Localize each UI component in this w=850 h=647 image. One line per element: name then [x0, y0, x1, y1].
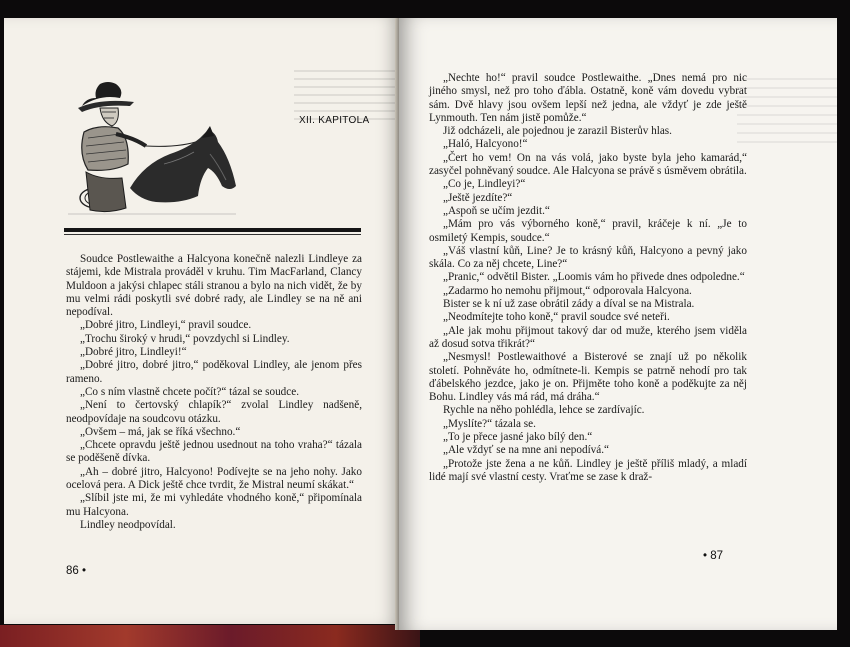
chapter-divider-thin — [64, 234, 361, 235]
paragraph: „Chcete opravdu ještě jednou usednout na toho vraha?“ tázala se poděšeně dívka. — [66, 439, 362, 465]
bleed-through-text — [737, 78, 837, 258]
book-cover-edge — [0, 625, 420, 647]
right-page-body — [429, 72, 747, 484]
paragraph: „Čert ho vem! On na vás volá, jako byste byla jeho kamarád,“ zasyčel pohněvaný soudce. Ale Halcyona se právě s úsměvem obrátila. — [429, 151, 747, 178]
paragraph: Lindley neodpovídal. — [80, 518, 176, 531]
paragraph: „Aspoň se učím jezdit.“ — [443, 204, 550, 217]
paragraph: Bister se k ní už zase obrátil zády a díval se na Mistrala. — [443, 298, 695, 311]
bleed-through-text — [294, 70, 399, 140]
paragraph: „Ovšem – má, jak se říká všechno.“ — [80, 425, 241, 438]
right-page — [399, 18, 837, 630]
left-page-body — [66, 253, 362, 532]
paragraph: „Nechte ho!“ pravil soudce Postlewaithe. „Dnes nemá pro nic jiného smysl, než pro toho ďábla. Ostatně, koně vám dovedu vybrat sám. Dvě hlavy jsou ovšem lepší než jedna, ale vždyť je zde ještě Lynmouth. Ten nám jistě pomůže.“ — [429, 72, 747, 124]
paragraph: „Ah – dobré jitro, Halcyono! Podívejte se na jeho nohy. Jako ocelová pera. A Dick ještě chce tvrdit, že Mistral neumí skákat.“ — [66, 465, 362, 492]
paragraph: „Dobré jitro, Lindleyi,“ pravil soudce. — [80, 319, 252, 332]
paragraph: „Dobré jitro, Lindleyi!“ — [80, 346, 187, 359]
cowboy-on-horse-illustration — [60, 68, 244, 220]
page-number-right: • 87 — [703, 550, 724, 562]
paragraph: „Nesmysl! Postlewaithové a Bisterové se znají už po několik století. Pohněváte ho, odmítnete-li. Kempis se patrně nehodí pro tak ďábelského jezdce, jako je on. Přijměte toho koně a poděkujte za něj Bohu. Lindley vás má rád, má dráha.“ — [429, 351, 747, 404]
chapter-divider — [64, 228, 361, 232]
paragraph: „Slíbil jste mi, že mi vyhledáte vhodného koně,“ připomínala mu Halcyona. — [66, 492, 362, 518]
paragraph: „To je přece jasné jako bílý den.“ — [443, 431, 593, 444]
paragraph: „Váš vlastní kůň, Line? Je to krásný kůň, Halcyono a pevný jako skála. Co za něj chcete, Line?“ — [429, 244, 747, 271]
paragraph: „Co s ním vlastně chcete počít?“ tázal se soudce. — [80, 385, 300, 398]
paragraph: „Ale vždyť se na mne ani nepodívá.“ — [443, 444, 610, 457]
paragraph: Rychle na něho pohlédla, lehce se zardívajíc. — [443, 404, 645, 417]
paragraph: „Ještě jezdíte?“ — [443, 191, 513, 204]
paragraph: „Co je, Lindleyi?“ — [443, 178, 526, 191]
paragraph: „Trochu široký v hrudi,“ povzdychl si Lindley. — [80, 332, 290, 345]
paragraph: „Haló, Halcyono!“ — [443, 138, 528, 151]
paragraph: „Není to čertovský chlapík?“ zvolal Lindley nadšeně, neodpovídaje na soudcovu otázku. — [66, 399, 362, 425]
paragraph: „Ale jak mohu přijmout takový dar od muže, kterého jsem viděla až dosud sotva třikrát?“ — [429, 324, 747, 350]
paragraph: „Dobré jitro, dobré jitro,“ poděkoval Lindley, ale jenom přes rameno. — [66, 359, 362, 385]
left-page — [4, 18, 399, 624]
paragraph: „Zadarmo ho nemohu přijmout,“ odporovala Halcyona. — [443, 284, 692, 297]
paragraph: Již odcházeli, ale pojednou je zarazil Bisterův hlas. — [443, 125, 672, 138]
paragraph: „Protože jste žena a ne kůň. Lindley je ještě příliš mladý, a mladí lidé mají své vlastní cesty. Vraťme se zase k draž- — [429, 457, 747, 483]
paragraph: Soudce Postlewaithe a Halcyona konečně nalezli Lindleye za stájemi, kde Mistrala prováděl v kruhu. Tim MacFarland, Clancy Muldoon a jakýsi chlapec stáli stranou a bylo na nich vidět, že by mu velmi rádi poskytli své dobré rady, ale Lindley se na ně ani nepodíval. — [66, 253, 362, 319]
paragraph: „Mám pro vás výborného koně,“ pravil, kráčeje k ní. „Je to osmiletý Kempis, soudce.“ — [429, 218, 747, 244]
page-number-left: 86 • — [66, 565, 87, 577]
paragraph: „Neodmítejte toho koně,“ pravil soudce své neteři. — [443, 311, 670, 324]
paragraph: „Pranic,“ odvětil Bister. „Loomis vám ho přivede dnes odpoledne.“ — [443, 271, 745, 284]
paragraph: „Myslíte?“ tázala se. — [443, 417, 536, 430]
chapter-heading: XII. KAPITOLA — [299, 115, 370, 126]
